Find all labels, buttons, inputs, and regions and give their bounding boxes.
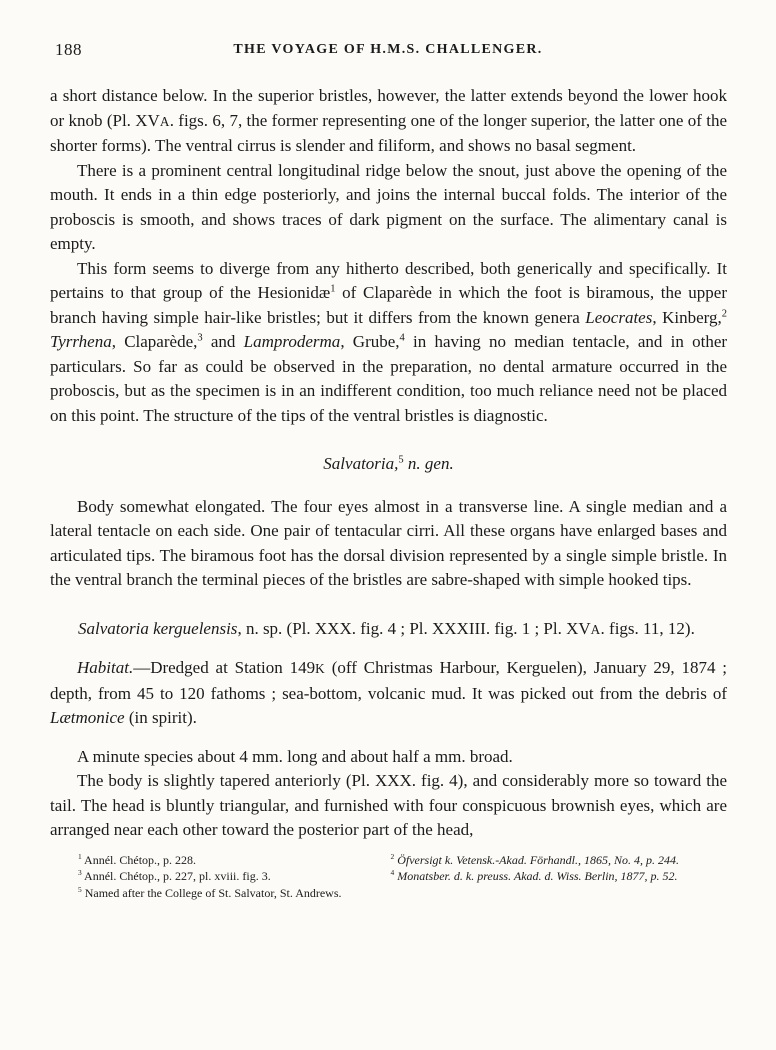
footnote-5: $^5$ Named after the College of St. Salvator, St. Andrews. — [78, 884, 342, 900]
paragraph-body-description: The body is slightly tapered anteriorly (Pl. XXX. fig. 4), and considerably more so toward the tail. The head is bluntly triangular, and furnished with four conspicuous brownish eyes, which are arranged near each other toward the posterior part of the head, — [50, 771, 727, 839]
paragraph-generic-divergence: This form seems to diverge from any hitherto described, both generically and specifically. It pertains to that group of the Hesionidæ$^1$ of Claparède in which the foot is biramous, the upper branch having simple hair-like bristles; but it differs from the known genera Leocrates, Kinberg,$^2$ Tyrrhena, Claparède,$^3$ and Lamproderma, Grube,$^4$ in having no median tentacle, and in other particulars. So far as could be observed in the preparation, no dental armature occurred in the proboscis, but as the specimen is in an indifferent condition, too much reliance need not be placed on this point. The structure of the tips of the ventral bristles is diagnostic. — [50, 258, 728, 425]
paragraph-habitat: Habitat.—Dredged at Station 149K (off Christmas Harbour, Kerguelen), January 29, 1874 ; depth, from 45 to 120 fathoms ; sea-bottom, volcanic mud. It was picked out from the debris of Lætmonice (in spirit). — [50, 658, 727, 727]
footnotes — [50, 852, 727, 902]
paragraph-bristles-continuation: a short distance below. In the superior bristles, however, the latter extends beyond the lower hook or knob (Pl. XVA. figs. 6, 7, the former representing one of the longer superior, the latter one of the shorter forms). The ventral cirrus is slender and filiform, and shows no basal segment. — [50, 86, 727, 155]
footnote-3: $^3$ Annél. Chétop., p. 227, pl. xviii. fig. 3. — [78, 868, 271, 883]
footnotes-right-column — [389, 852, 728, 902]
running-title: THE VOYAGE OF H.M.S. CHALLENGER. — [233, 42, 543, 57]
genus-heading: Salvatoria,$^5$ n. gen. — [323, 454, 454, 473]
page-number: 188 — [55, 40, 82, 59]
paragraph-ridge-proboscis: There is a prominent central longitudinal ridge below the snout, just above the opening of the mouth. It ends in a thin edge posteriorly, and joins the internal buccal folds. The interior of the proboscis is smooth, and shows traces of dark pigment on the surface. The alimentary canal is empty. — [50, 160, 727, 253]
footnote-4: $^4$ Monatsber. d. k. preuss. Akad. d. Wiss. Berlin, 1877, p. 52. — [390, 868, 678, 883]
footnote-1: $^1$ Annél. Chétop., p. 228. — [78, 851, 197, 867]
paragraph-genus-description: Body somewhat elongated. The four eyes almost in a transverse line. A single median and a lateral tentacle on each side. One pair of tentacular cirri. All these organs have enlarged bases and articulated tips. The biramous foot has the dorsal division represented by a single simple bristle. In the ventral branch the terminal pieces of the bristles are sabre-shaped with simple hooked tips. — [50, 496, 727, 589]
footnote-2: $^2$ Öfversigt k. Vetensk.-Akad. Förhandl., 1865, No. 4, p. 244. — [390, 851, 679, 867]
species-name-line: Salvatoria kerguelensis, n. sp. (Pl. XXX. fig. 4 ; Pl. XXXIII. fig. 1 ; Pl. XVA. figs. 11, 12). — [78, 618, 695, 638]
footnotes-left-column — [50, 852, 389, 902]
page-body — [50, 84, 727, 843]
paragraph-size: A minute species about 4 mm. long and about half a mm. broad. — [77, 746, 513, 766]
page-header — [0, 0, 776, 58]
